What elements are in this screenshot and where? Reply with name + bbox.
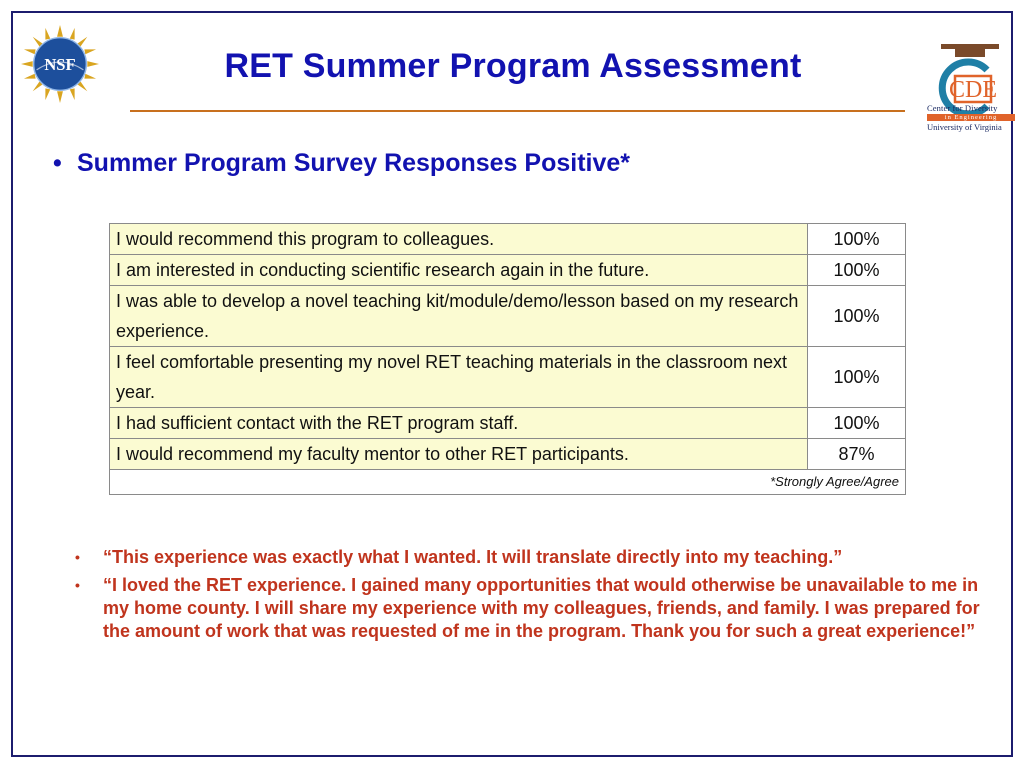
table-row (110, 224, 906, 255)
cde-caption-line3: University of Virginia (927, 122, 1002, 132)
survey-table (109, 223, 906, 495)
percent-cell: 100% (808, 286, 906, 347)
statement-cell: I would recommend my faculty mentor to other RET participants. (110, 439, 808, 470)
bullet-icon: • (75, 577, 80, 593)
statement-cell: I feel comfortable presenting my novel RET teaching materials in the classroom next year. (110, 347, 808, 408)
percent-cell: 100% (808, 347, 906, 408)
bullet-icon: • (53, 149, 62, 177)
percent-cell: 100% (808, 408, 906, 439)
main-bullet-text: Summer Program Survey Responses Positive* (77, 149, 631, 177)
statement-cell: I am interested in conducting scientific research again in the future. (110, 255, 808, 286)
quote-item (75, 546, 1005, 569)
table-footnote: *Strongly Agree/Agree (110, 470, 906, 495)
percent-cell: 100% (808, 255, 906, 286)
statement-cell: I was able to develop a novel teaching kit/module/demo/lesson based on my research experience. (110, 286, 808, 347)
main-bullet (53, 149, 630, 178)
quote-item (75, 574, 1005, 643)
quote-text: “I loved the RET experience. I gained many opportunities that would otherwise be unavailable to me in my home county. I will share my experience with my colleagues, friends, and family. I was prepared for the amount of work that was requested of me in the program. Thank you for such a great experience!” (103, 575, 980, 641)
quote-text: “This experience was exactly what I wanted. It will translate directly into my teaching.” (103, 547, 843, 567)
statement-cell: I would recommend this program to colleagues. (110, 224, 808, 255)
table-row (110, 255, 906, 286)
table-row (110, 347, 906, 408)
quote-list (75, 546, 1005, 648)
table-footnote-row (110, 470, 906, 495)
cde-caption-line1: Center for Diversity (927, 103, 998, 113)
title-divider (130, 110, 905, 112)
nsf-logo-text: NSF (44, 54, 76, 74)
cde-logo-caption (927, 103, 1015, 132)
cde-logo-mark: CDE (949, 77, 997, 103)
percent-cell: 100% (808, 224, 906, 255)
cde-caption-line2: in Engineering (927, 114, 1015, 121)
table-row (110, 439, 906, 470)
nsf-logo-icon (21, 25, 99, 103)
page-title: RET Summer Program Assessment (224, 47, 802, 85)
bullet-icon: • (75, 549, 80, 565)
percent-cell: 87% (808, 439, 906, 470)
slide (11, 11, 1013, 757)
statement-cell: I had sufficient contact with the RET program staff. (110, 408, 808, 439)
table-row (110, 408, 906, 439)
table-row (110, 286, 906, 347)
